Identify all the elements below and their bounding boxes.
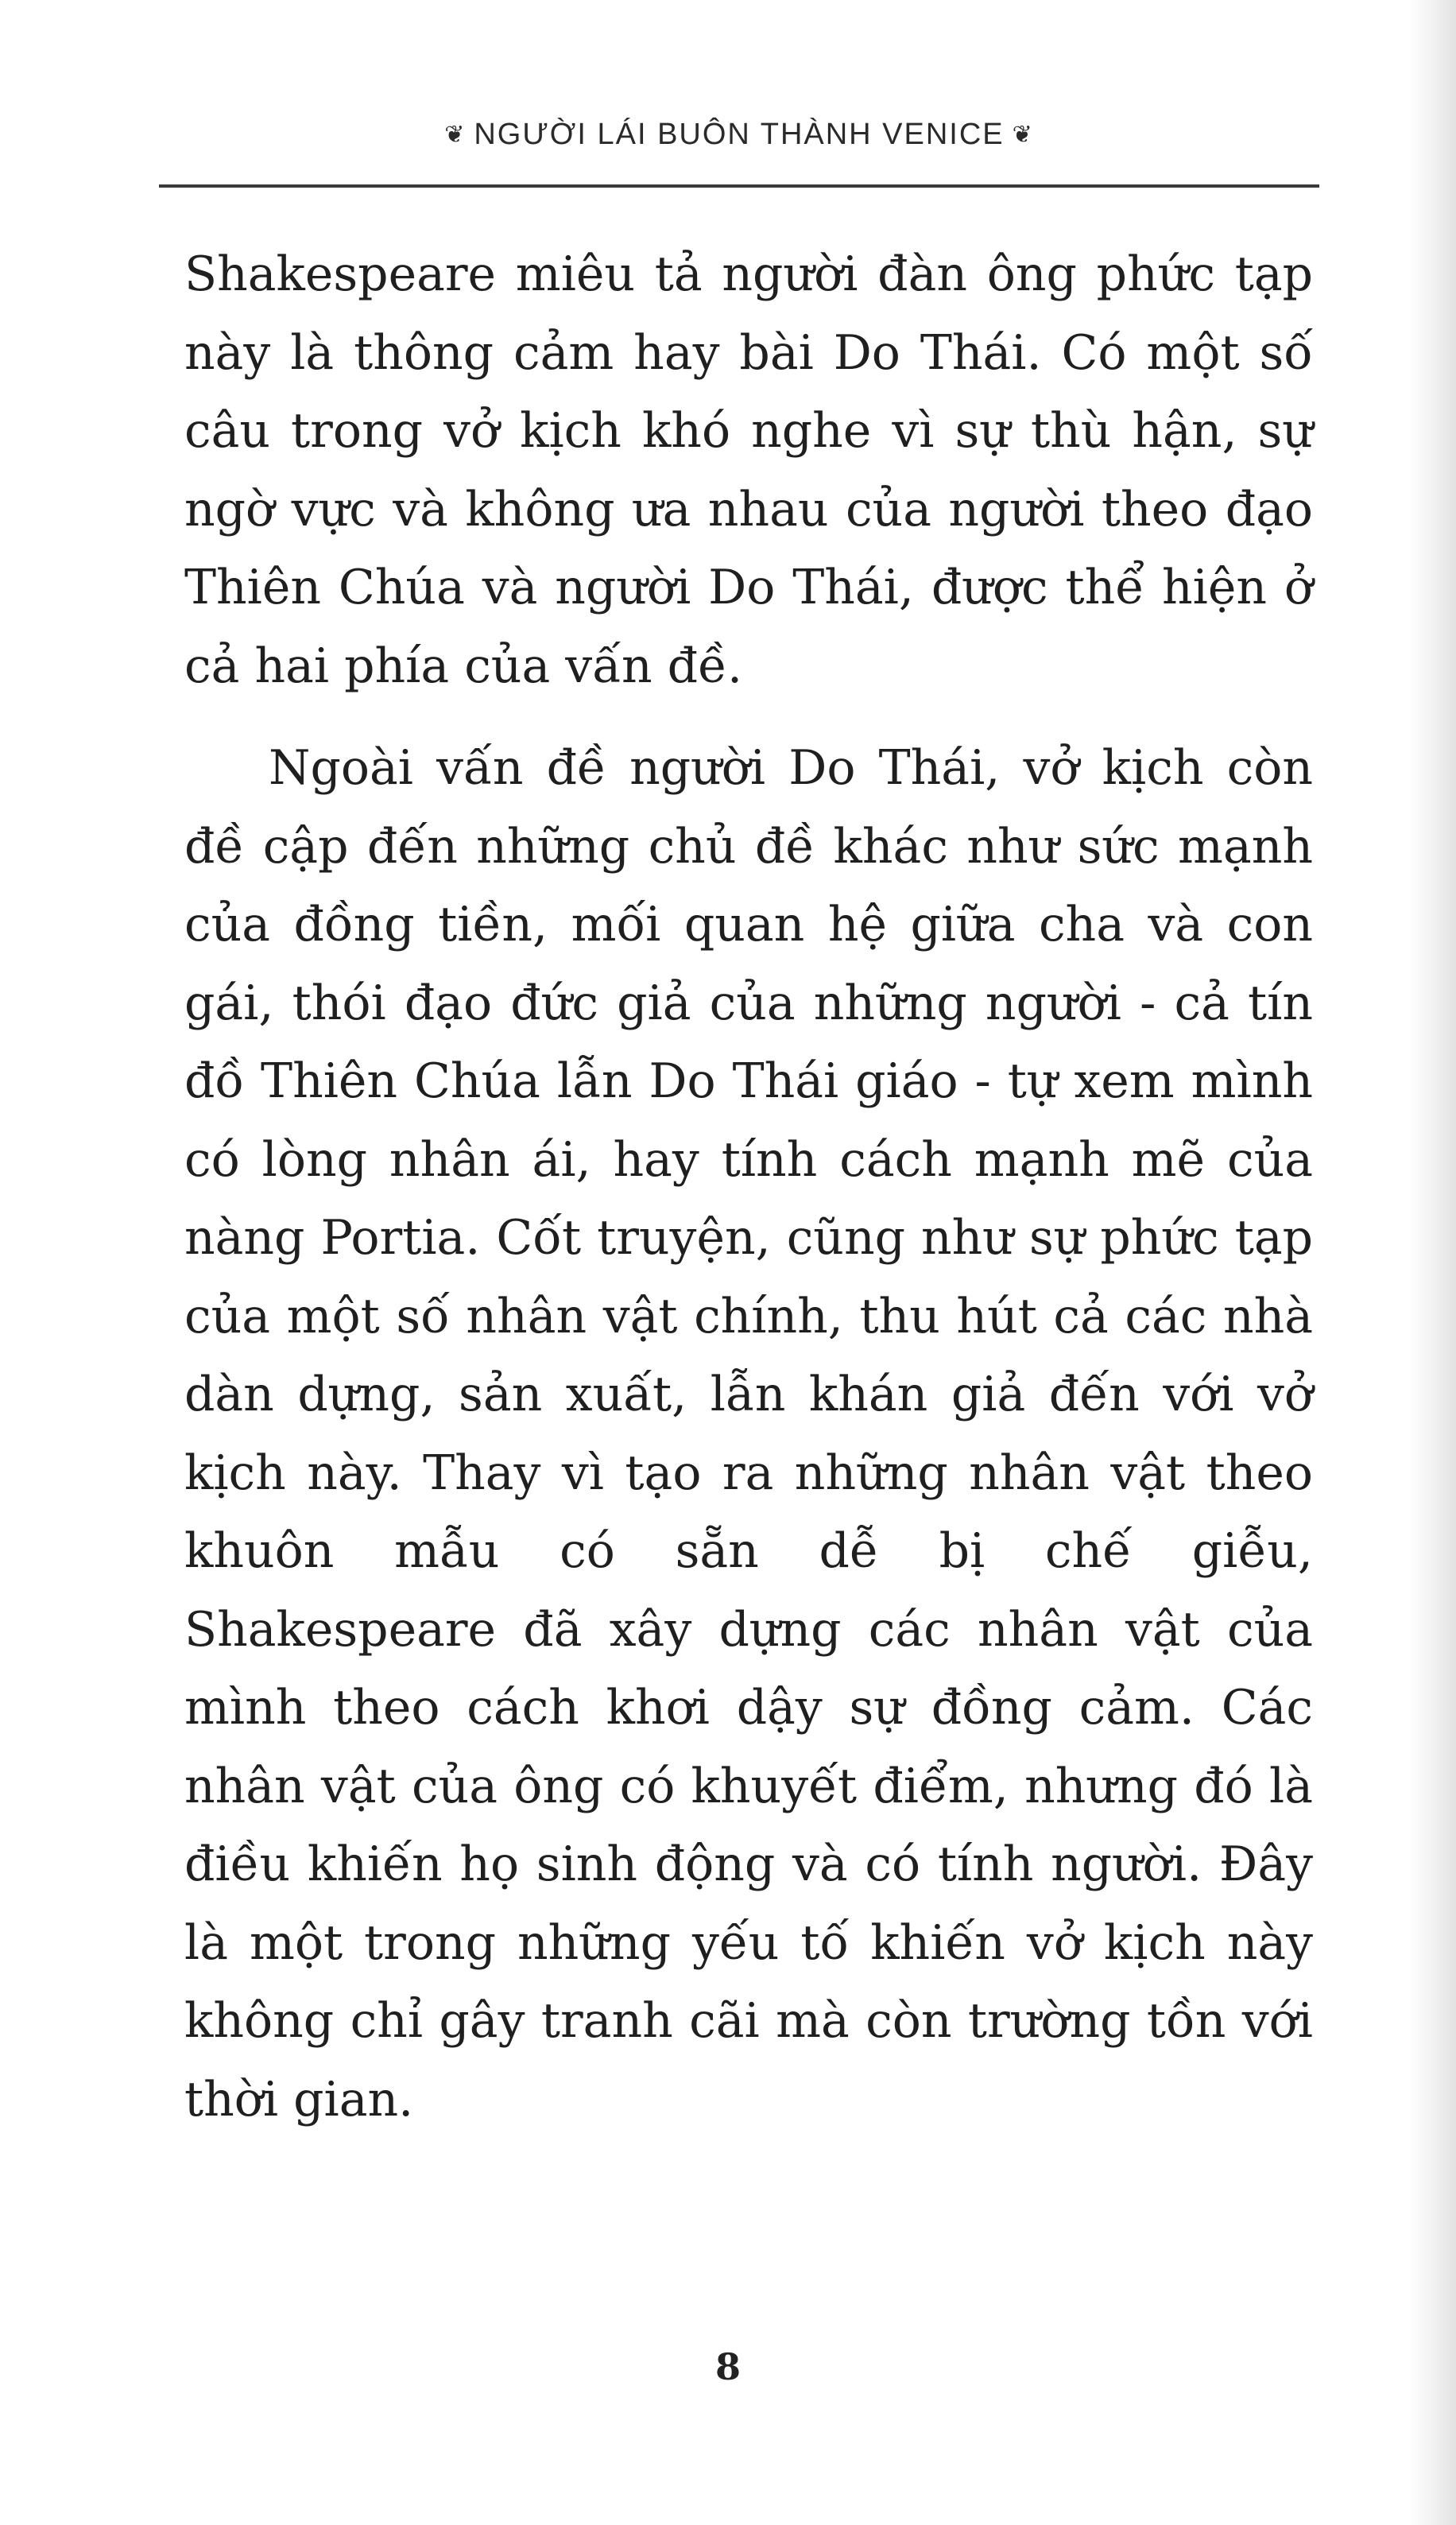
ornament-left-icon: ❦	[444, 122, 467, 148]
paragraph-1: Shakespeare miêu tả người đàn ông phức tạp này là thông cảm hay bài Do Thái. Có một số câu trong vở kịch khó nghe vì sự thù hận, sự ngờ vực và không ưa nhau của người theo đạo Thiên Chúa và người Do Thái, được thể hiện ở cả hai phía của vấn đề.	[184, 246, 1313, 694]
body-text	[184, 235, 1313, 2139]
running-header-title: NGƯỜI LÁI BUÔN THÀNH VENICE	[474, 118, 1005, 151]
page-number: 8	[714, 2345, 741, 2388]
page-edge-shadow	[1408, 0, 1456, 2525]
ornament-right-icon: ❦	[1012, 122, 1034, 148]
running-header	[159, 118, 1319, 152]
paragraph-2: Ngoài vấn đề người Do Thái, vở kịch còn đề cập đến những chủ đề khác như sức mạnh của đồng tiền, mối quan hệ giữa cha và con gái, thói đạo đức giả của những người - cả tín đồ Thiên Chúa lẫn Do Thái giáo - tự xem mình có lòng nhân ái, hay tính cách mạnh mẽ của nàng Portia. Cốt truyện, cũng như sự phức tạp của một số nhân vật chính, thu hút cả các nhà dàn dựng, sản xuất, lẫn khán giả đến với vở kịch này. Thay vì tạo ra những nhân vật theo khuôn mẫu có sẵn dễ bị chế giễu, Shakespeare đã xây dựng các nhân vật của mình theo cách khơi dậy sự đồng cảm. Các nhân vật của ông có khuyết điểm, nhưng đó là điều khiến họ sinh động và có tính người. Đây là một trong những yếu tố khiến vở kịch này không chỉ gây tranh cãi mà còn trường tồn với thời gian.	[184, 740, 1313, 2127]
header-divider	[159, 184, 1319, 188]
